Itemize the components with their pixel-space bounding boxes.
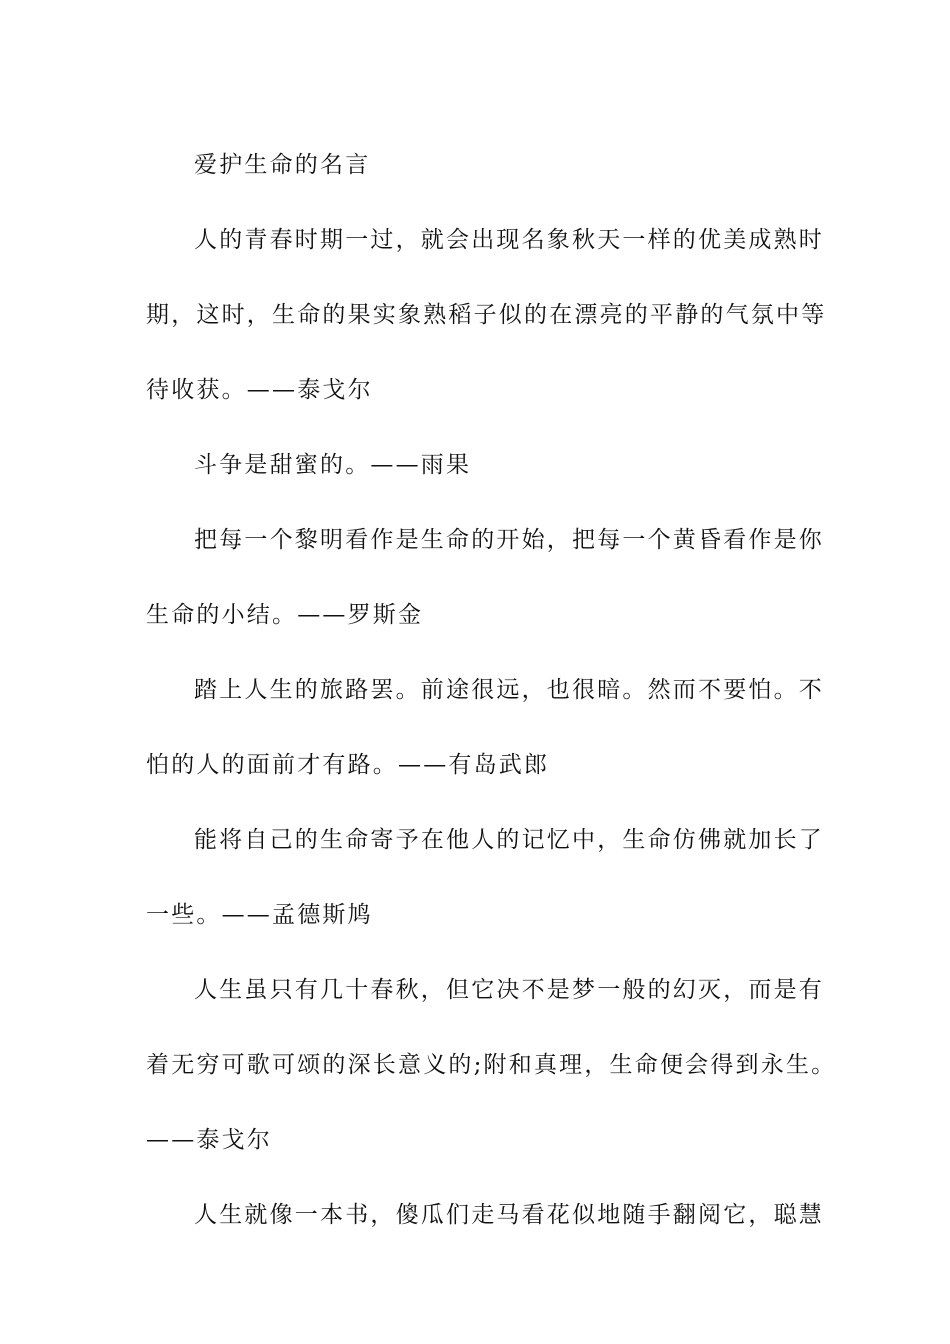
text-line: 人生就像一本书，傻瓜们走马看花似地随手翻阅它，聪慧: [194, 1202, 824, 1228]
text-line: 着无穷可歌可颂的深长意义的;附和真理，生命便会得到永生。: [146, 1052, 837, 1078]
text-line: 人的青春时期一过，就会出现名象秋天一样的优美成熟时: [194, 227, 824, 253]
text-line: 人生虽只有几十春秋，但它决不是梦一般的幻灭，而是有: [194, 977, 824, 1003]
document-title: 爱护生命的名言: [194, 152, 371, 178]
text-line: 怕的人的面前才有路。——有岛武郎: [146, 752, 550, 778]
text-line: 斗争是甜蜜的。——雨果: [194, 452, 472, 478]
text-line: 一些。——孟德斯鸠: [146, 902, 373, 928]
text-line: 能将自己的生命寄予在他人的记忆中，生命仿佛就加长了: [194, 827, 824, 853]
text-line: 把每一个黎明看作是生命的开始，把每一个黄昏看作是你: [194, 527, 824, 553]
text-line: ——泰戈尔: [146, 1127, 272, 1153]
text-line: 生命的小结。——罗斯金: [146, 602, 424, 628]
document-body: [146, 128, 837, 1253]
text-line: 待收获。——泰戈尔: [146, 377, 373, 403]
text-line: 踏上人生的旅路罢。前途很远，也很暗。然而不要怕。不: [194, 677, 824, 703]
text-line: 期，这时，生命的果实象熟稻子似的在漂亮的平静的气氛中等: [146, 302, 827, 328]
